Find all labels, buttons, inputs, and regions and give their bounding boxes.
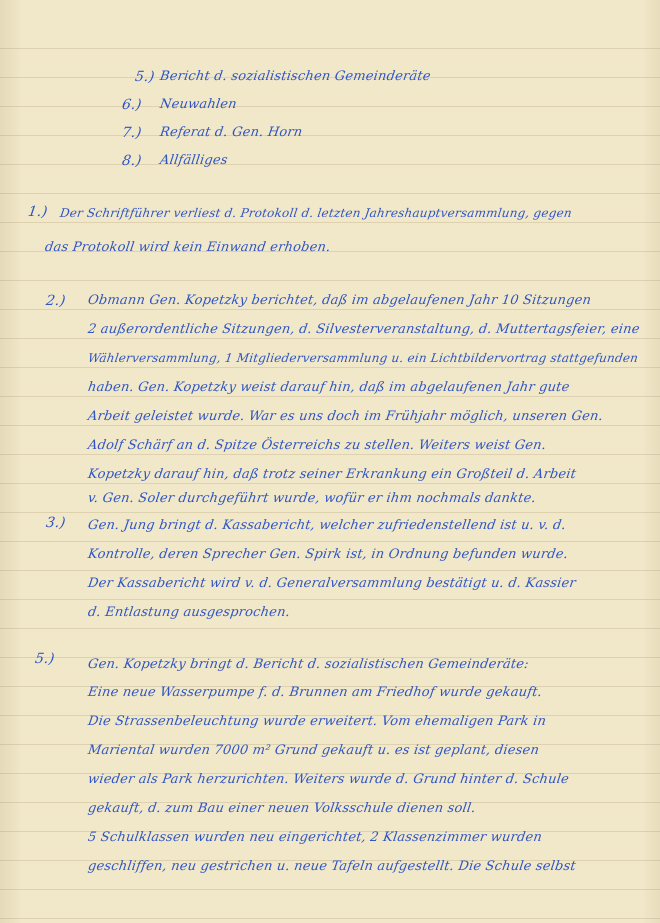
item-3-line-1: Gen. Jung bringt d. Kassabericht, welcher zufriedenstellend ist u. v. d. <box>86 518 567 533</box>
item-3-line-4: d. Entlastung ausgesprochen. <box>86 605 292 620</box>
item-2-line-2: 2 außerordentliche Sitzungen, d. Silvesterveranstaltung, d. Muttertagsfeier, eine <box>86 322 641 337</box>
item-2-line-5: Arbeit geleistet wurde. War es uns doch im Frühjahr möglich, unseren Gen. <box>86 409 604 424</box>
item-2-line-6: Adolf Schärf an d. Spitze Österreichs zu stellen. Weiters weist Gen. <box>86 438 548 453</box>
item-2-number: 2.) <box>44 293 67 309</box>
item-2-line-8: v. Gen. Soler durchgeführt wurde, wofür er ihm nochmals dankte. <box>86 491 537 506</box>
item-5-line-8: geschliffen, neu gestrichen u. neue Tafeln aufgestellt. Die Schule selbst <box>86 859 577 874</box>
agenda-7-number: 7.) <box>120 125 143 141</box>
item-1-line-2: das Protokoll wird kein Einwand erhoben. <box>43 240 332 255</box>
item-3-line-3: Der Kassabericht wird v. d. Generalversammlung bestätigt u. d. Kassier <box>86 576 577 591</box>
agenda-8-text: Allfälliges <box>158 153 229 168</box>
item-5-number: 5.) <box>33 651 56 667</box>
agenda-8-number: 8.) <box>120 153 143 169</box>
item-2-line-3: Wählerversammlung, 1 Mitgliederversammlung u. ein Lichtbildervortrag stattgefunden <box>87 351 640 365</box>
item-2-line-4: haben. Gen. Kopetzky weist darauf hin, daß im abgelaufenen Jahr gute <box>86 380 571 395</box>
item-5-line-3: Die Strassenbeleuchtung wurde erweitert. Vom ehemaligen Park in <box>86 714 548 729</box>
item-5-line-5: wieder als Park herzurichten. Weiters wurde d. Grund hinter d. Schule <box>86 772 571 787</box>
agenda-6-text: Neuwahlen <box>158 97 238 112</box>
agenda-5-text: Bericht d. sozialistischen Gemeinderäte <box>158 69 432 84</box>
item-5-line-6: gekauft, d. zum Bau einer neuen Volksschule dienen soll. <box>86 801 477 816</box>
item-3-number: 3.) <box>44 515 67 531</box>
agenda-5-number: 5.) <box>133 69 156 85</box>
item-3-line-2: Kontrolle, deren Sprecher Gen. Spirk ist, in Ordnung befunden wurde. <box>86 547 570 562</box>
item-1-number: 1.) <box>26 204 49 220</box>
item-5-line-2: Eine neue Wasserpumpe f. d. Brunnen am Friedhof wurde gekauft. <box>86 685 544 700</box>
agenda-6-number: 6.) <box>120 97 143 113</box>
item-5-line-1: Gen. Kopetzky bringt d. Bericht d. sozialistischen Gemeinderäte: <box>86 657 530 672</box>
item-1-line-1: Der Schriftführer verliest d. Protokoll d. letzten Jahreshauptversammlung, gegen <box>59 206 573 220</box>
item-2-line-7: Kopetzky darauf hin, daß trotz seiner Erkrankung ein Großteil d. Arbeit <box>86 467 578 482</box>
item-2-line-1: Obmann Gen. Kopetzky berichtet, daß im abgelaufenen Jahr 10 Sitzungen <box>86 293 593 308</box>
item-5-line-7: 5 Schulklassen wurden neu eingerichtet, 2 Klassenzimmer wurden <box>86 830 543 845</box>
item-5-line-4: Mariental wurden 7000 m² Grund gekauft u. es ist geplant, diesen <box>86 743 541 758</box>
agenda-7-text: Referat d. Gen. Horn <box>158 125 304 140</box>
